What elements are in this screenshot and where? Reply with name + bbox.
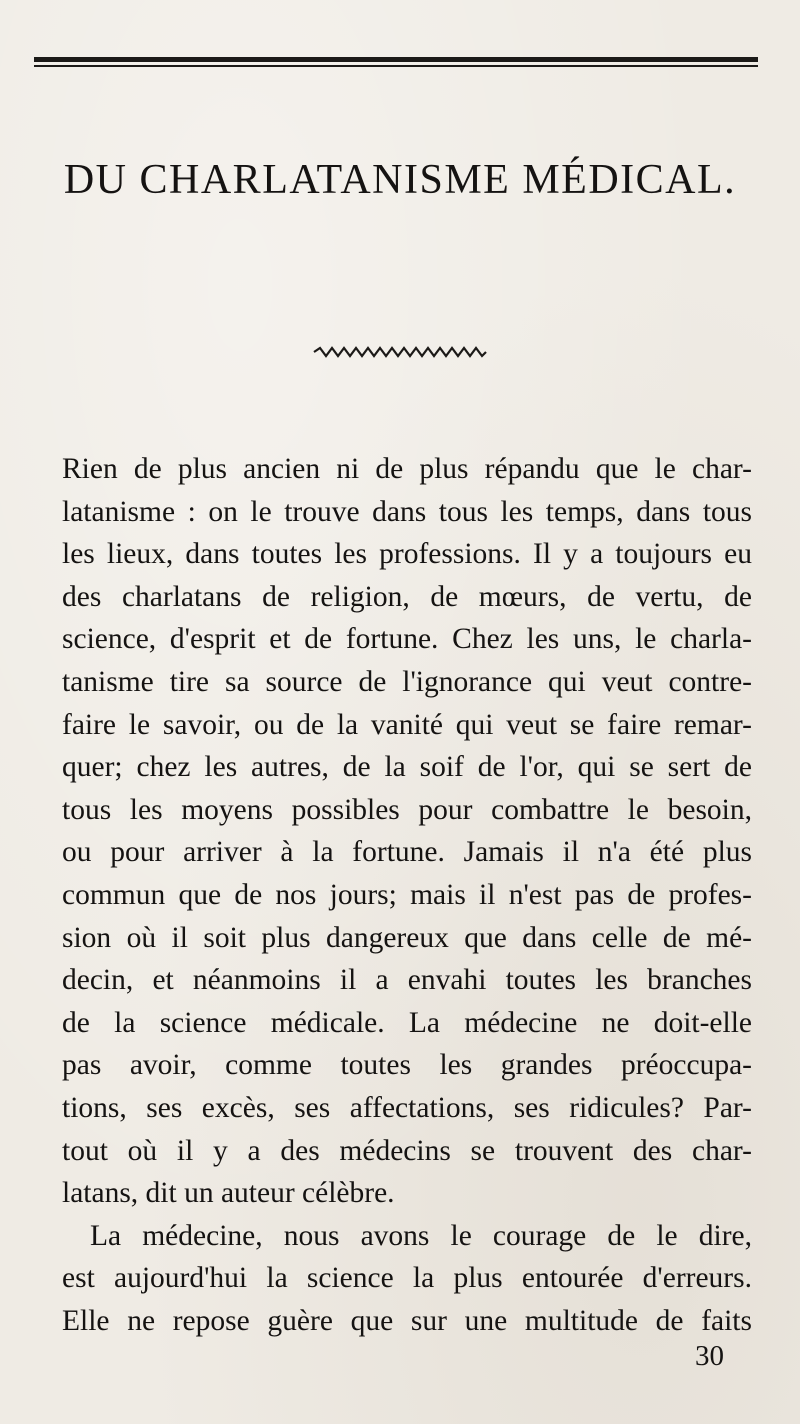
text-line: est aujourd'hui la science la plus entourée d'erreurs. xyxy=(62,1262,752,1295)
text-line: sion où il soit plus dangereux que dans celle de mé- xyxy=(62,921,752,954)
text-line: quer; chez les autres, de la soif de l'or, qui se sert de xyxy=(62,751,752,784)
text-line: faire le savoir, ou de la vanité qui veut se faire remar- xyxy=(62,708,752,741)
text-line: tanisme tire sa source de l'ignorance qui veut contre- xyxy=(62,665,752,698)
text-line: pas avoir, comme toutes les grandes préoccupa- xyxy=(62,1049,752,1082)
text-line: Elle ne repose guère que sur une multitude de faits xyxy=(62,1304,752,1337)
text-line: latans, dit un auteur célèbre. xyxy=(62,1177,395,1210)
text-line: ou pour arriver à la fortune. Jamais il n'a été plus xyxy=(62,836,752,869)
text-line: decin, et néanmoins il a envahi toutes les branches xyxy=(62,964,752,997)
wavy-line-ornament-icon xyxy=(312,346,488,358)
text-line: Rien de plus ancien ni de plus répandu que le char- xyxy=(62,453,752,485)
text-line: de la science médicale. La médecine ne doit-elle xyxy=(62,1006,752,1039)
body-text xyxy=(62,448,752,1342)
top-rule-thin xyxy=(34,65,758,67)
top-rule-thick xyxy=(34,57,758,62)
text-line: latanisme : on le trouve dans tous les temps, dans tous xyxy=(62,495,752,528)
text-line: science, d'esprit et de fortune. Chez les uns, le charla- xyxy=(62,623,752,656)
text-line: tout où il y a des médecins se trouvent des char- xyxy=(62,1134,752,1167)
text-line: les lieux, dans toutes les professions. Il y a toujours eu xyxy=(62,538,752,571)
chapter-heading: DU CHARLATANISME MÉDICAL. xyxy=(63,157,737,203)
text-line: tions, ses excès, ses affectations, ses ridicules? Par- xyxy=(62,1091,752,1124)
page-number: 30 xyxy=(695,1340,724,1372)
text-line: La médecine, nous avons le courage de le dire, xyxy=(90,1219,752,1252)
text-line: des charlatans de religion, de mœurs, de vertu, de xyxy=(62,580,752,613)
text-line: commun que de nos jours; mais il n'est pas de profes- xyxy=(62,878,752,911)
text-line: tous les moyens possibles pour combattre le besoin, xyxy=(62,793,752,826)
